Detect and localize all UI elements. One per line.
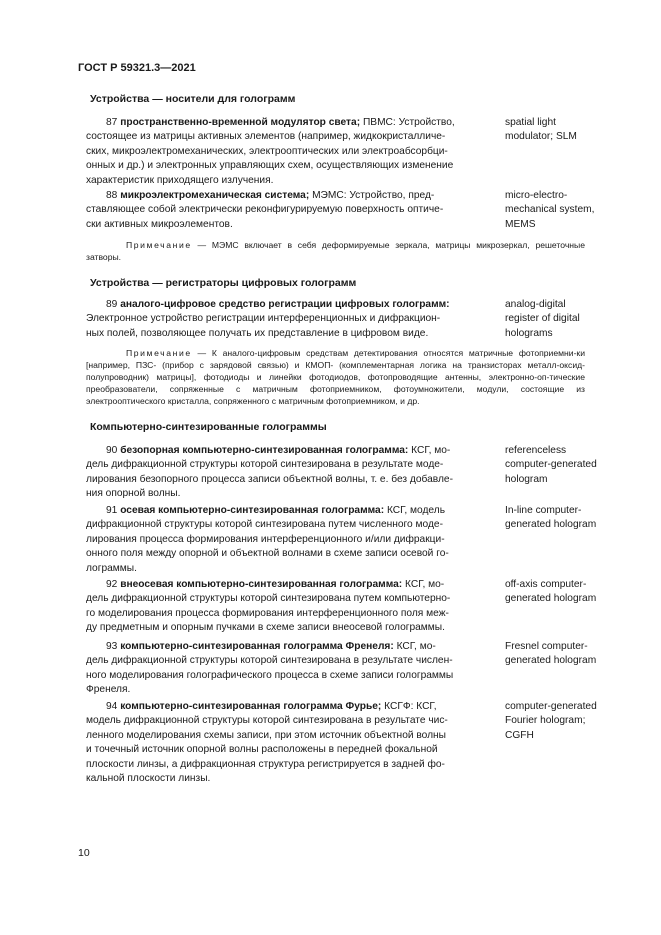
english-equivalent: analog-digital register of digital holograms [505, 299, 580, 339]
term-name: безопорная компьютерно-синтезированная голограмма: [120, 445, 409, 456]
definition-line: КСГ, мо- [411, 445, 451, 456]
term-number: 88 [106, 190, 118, 201]
definition-line: го моделирования процесса формирования интерференционного поля меж- [86, 607, 449, 619]
section-heading-storage-devices: Устройства — носители для голограмм [90, 93, 296, 105]
note-mems [86, 239, 585, 263]
definition-line: лограммы. [86, 562, 137, 574]
term-number: 94 [106, 701, 118, 712]
definition-line: КСГ, модель [386, 505, 446, 516]
definition-line: КСГ, мо- [396, 641, 436, 652]
definition-line: ного моделирования голографического процесса в схеме записи голограммы [86, 669, 454, 681]
definition-line: лирования процесса формирования интерференционного и/или дифракци- [86, 533, 445, 545]
term-name: аналого-цифровое средство регистрации цифровых голограмм: [120, 299, 450, 310]
definition-line: ставляющее собой электрически реконфигурируемую поверхность оптиче- [86, 204, 444, 216]
definition-line: ленного моделирования схемы записи, при этом источник объектной волны [86, 729, 447, 741]
english-equivalent: In-line computer- generated hologram [505, 505, 597, 531]
section-heading-digital-registrars: Устройства — регистраторы цифровых голограмм [90, 277, 357, 289]
definition-line: дифракционной структуры которой синтезирована путем численного моде- [86, 519, 443, 531]
term-definition [86, 700, 486, 786]
term-number: 91 [106, 505, 118, 516]
definition-line: лирования безопорного процесса записи объектной волны, т. е. без добавле- [86, 473, 453, 485]
english-equivalent: micro-electro- mechanical system, MEMS [505, 190, 595, 230]
definition-line: модель дифракционной структуры которой синтезирована в результате чис- [86, 715, 448, 727]
definition-line: ния опорной волны. [86, 488, 181, 500]
definition-line: онных и др.) и электронных управляющих схем, осуществляющих изменение [86, 160, 454, 172]
term-definition [86, 444, 486, 502]
document-header: ГОСТ Р 59321.3—2021 [78, 62, 196, 74]
english-equivalent: referenceless computer-generated hologram [505, 445, 597, 485]
english-equivalent: spatial light modulator; SLM [505, 117, 577, 143]
note-label: Примечание [126, 348, 192, 358]
term-definition [86, 640, 486, 698]
note-text: — К аналого-цифровым средствам детектирования относятся матричные фотоприемни-ки [например, ПЗС- (прибор с зарядовой связью) и КМОП- (комплементарная логика на транзисторах металл-оксид-полупроводник) матрицы], фотодиоды и линейки фотодиодов, фотопроводящие антенны, электронно-оп-тические преобразователи, сопряженные с матричным фотоприемником, фотоумножители, модули, состоящие из электрооптического кристалла, сопряженного с матричным фотоприемником, и др. [86, 348, 585, 406]
term-definition [86, 298, 486, 341]
term-number: 90 [106, 445, 118, 456]
term-number: 87 [106, 117, 118, 128]
definition-line: КСГ, мо- [405, 579, 445, 590]
note-label: Примечание [126, 240, 192, 250]
definition-line: характеристик приходящего излучения. [86, 174, 274, 186]
definition-line: МЭМС: Устройство, пред- [312, 190, 435, 201]
definition-line: и точечный источник опорной волны расположены в передней фокальной [86, 744, 438, 756]
definition-line: состоящее из матрицы активных элементов (например, жидкокристалличе- [86, 131, 446, 143]
term-definition [86, 189, 486, 232]
definition-line: ских, микроэлектромеханических, электрооптических или электроабсорбци- [86, 145, 448, 157]
term-name: внеосевая компьютерно-синтезированная голограмма: [120, 579, 403, 590]
term-name: пространственно-временной модулятор света; [120, 117, 361, 128]
definition-line: кальной плоскости линзы. [86, 773, 211, 785]
term-number: 93 [106, 641, 118, 652]
definition-line: Электронное устройство регистрации интерференционных и дифракцион- [86, 313, 441, 325]
definition-line: онного поля между опорной и объектной волнами в схеме записи осевой го- [86, 548, 449, 560]
definition-line: Френеля. [86, 684, 131, 696]
section-heading-cgh: Компьютерно-синтезированные голограммы [90, 421, 327, 433]
term-definition [86, 116, 486, 188]
term-name: компьютерно-синтезированная голограмма Фурье; [120, 701, 382, 712]
definition-line: дель дифракционной структуры которой синтезирована в результате моде- [86, 459, 444, 471]
english-equivalent: Fresnel computer- generated hologram [505, 641, 597, 667]
term-number: 92 [106, 579, 118, 590]
definition-line: КСГФ: КСГ, [384, 701, 437, 712]
english-equivalent: off-axis computer- generated hologram [505, 579, 597, 605]
term-name: микроэлектромеханическая система; [120, 190, 310, 201]
term-definition [86, 578, 486, 636]
term-number: 89 [106, 299, 118, 310]
page-number: 10 [78, 847, 90, 859]
term-name: осевая компьютерно-синтезированная голограмма: [120, 505, 385, 516]
definition-line: плоскости линзы, а дифракционная структура регистрируется в задней фо- [86, 758, 445, 770]
definition-line: ду предметным и опорным пучками в схеме записи внеосевой голограммы. [86, 622, 445, 634]
english-equivalent: computer-generated Fourier hologram; CGFH [505, 701, 597, 741]
term-name: компьютерно-синтезированная голограмма Френеля: [120, 641, 394, 652]
note-analog-digital [86, 347, 585, 407]
definition-line: дель дифракционной структуры которой синтезирована в результате числен- [86, 655, 453, 667]
definition-line: ных полей, позволяющее получать их представление в цифровом виде. [86, 327, 429, 339]
term-definition [86, 504, 486, 576]
definition-line: дель дифракционной структуры которой синтезирована путем компьютерно- [86, 593, 451, 605]
definition-line: ПВМС: Устройство, [362, 117, 455, 128]
definition-line: ски активных микроэлементов. [86, 218, 233, 230]
note-text: — МЭМС включает в себя деформируемые зеркала, матрицы микрозеркал, решеточные затворы. [86, 240, 586, 262]
